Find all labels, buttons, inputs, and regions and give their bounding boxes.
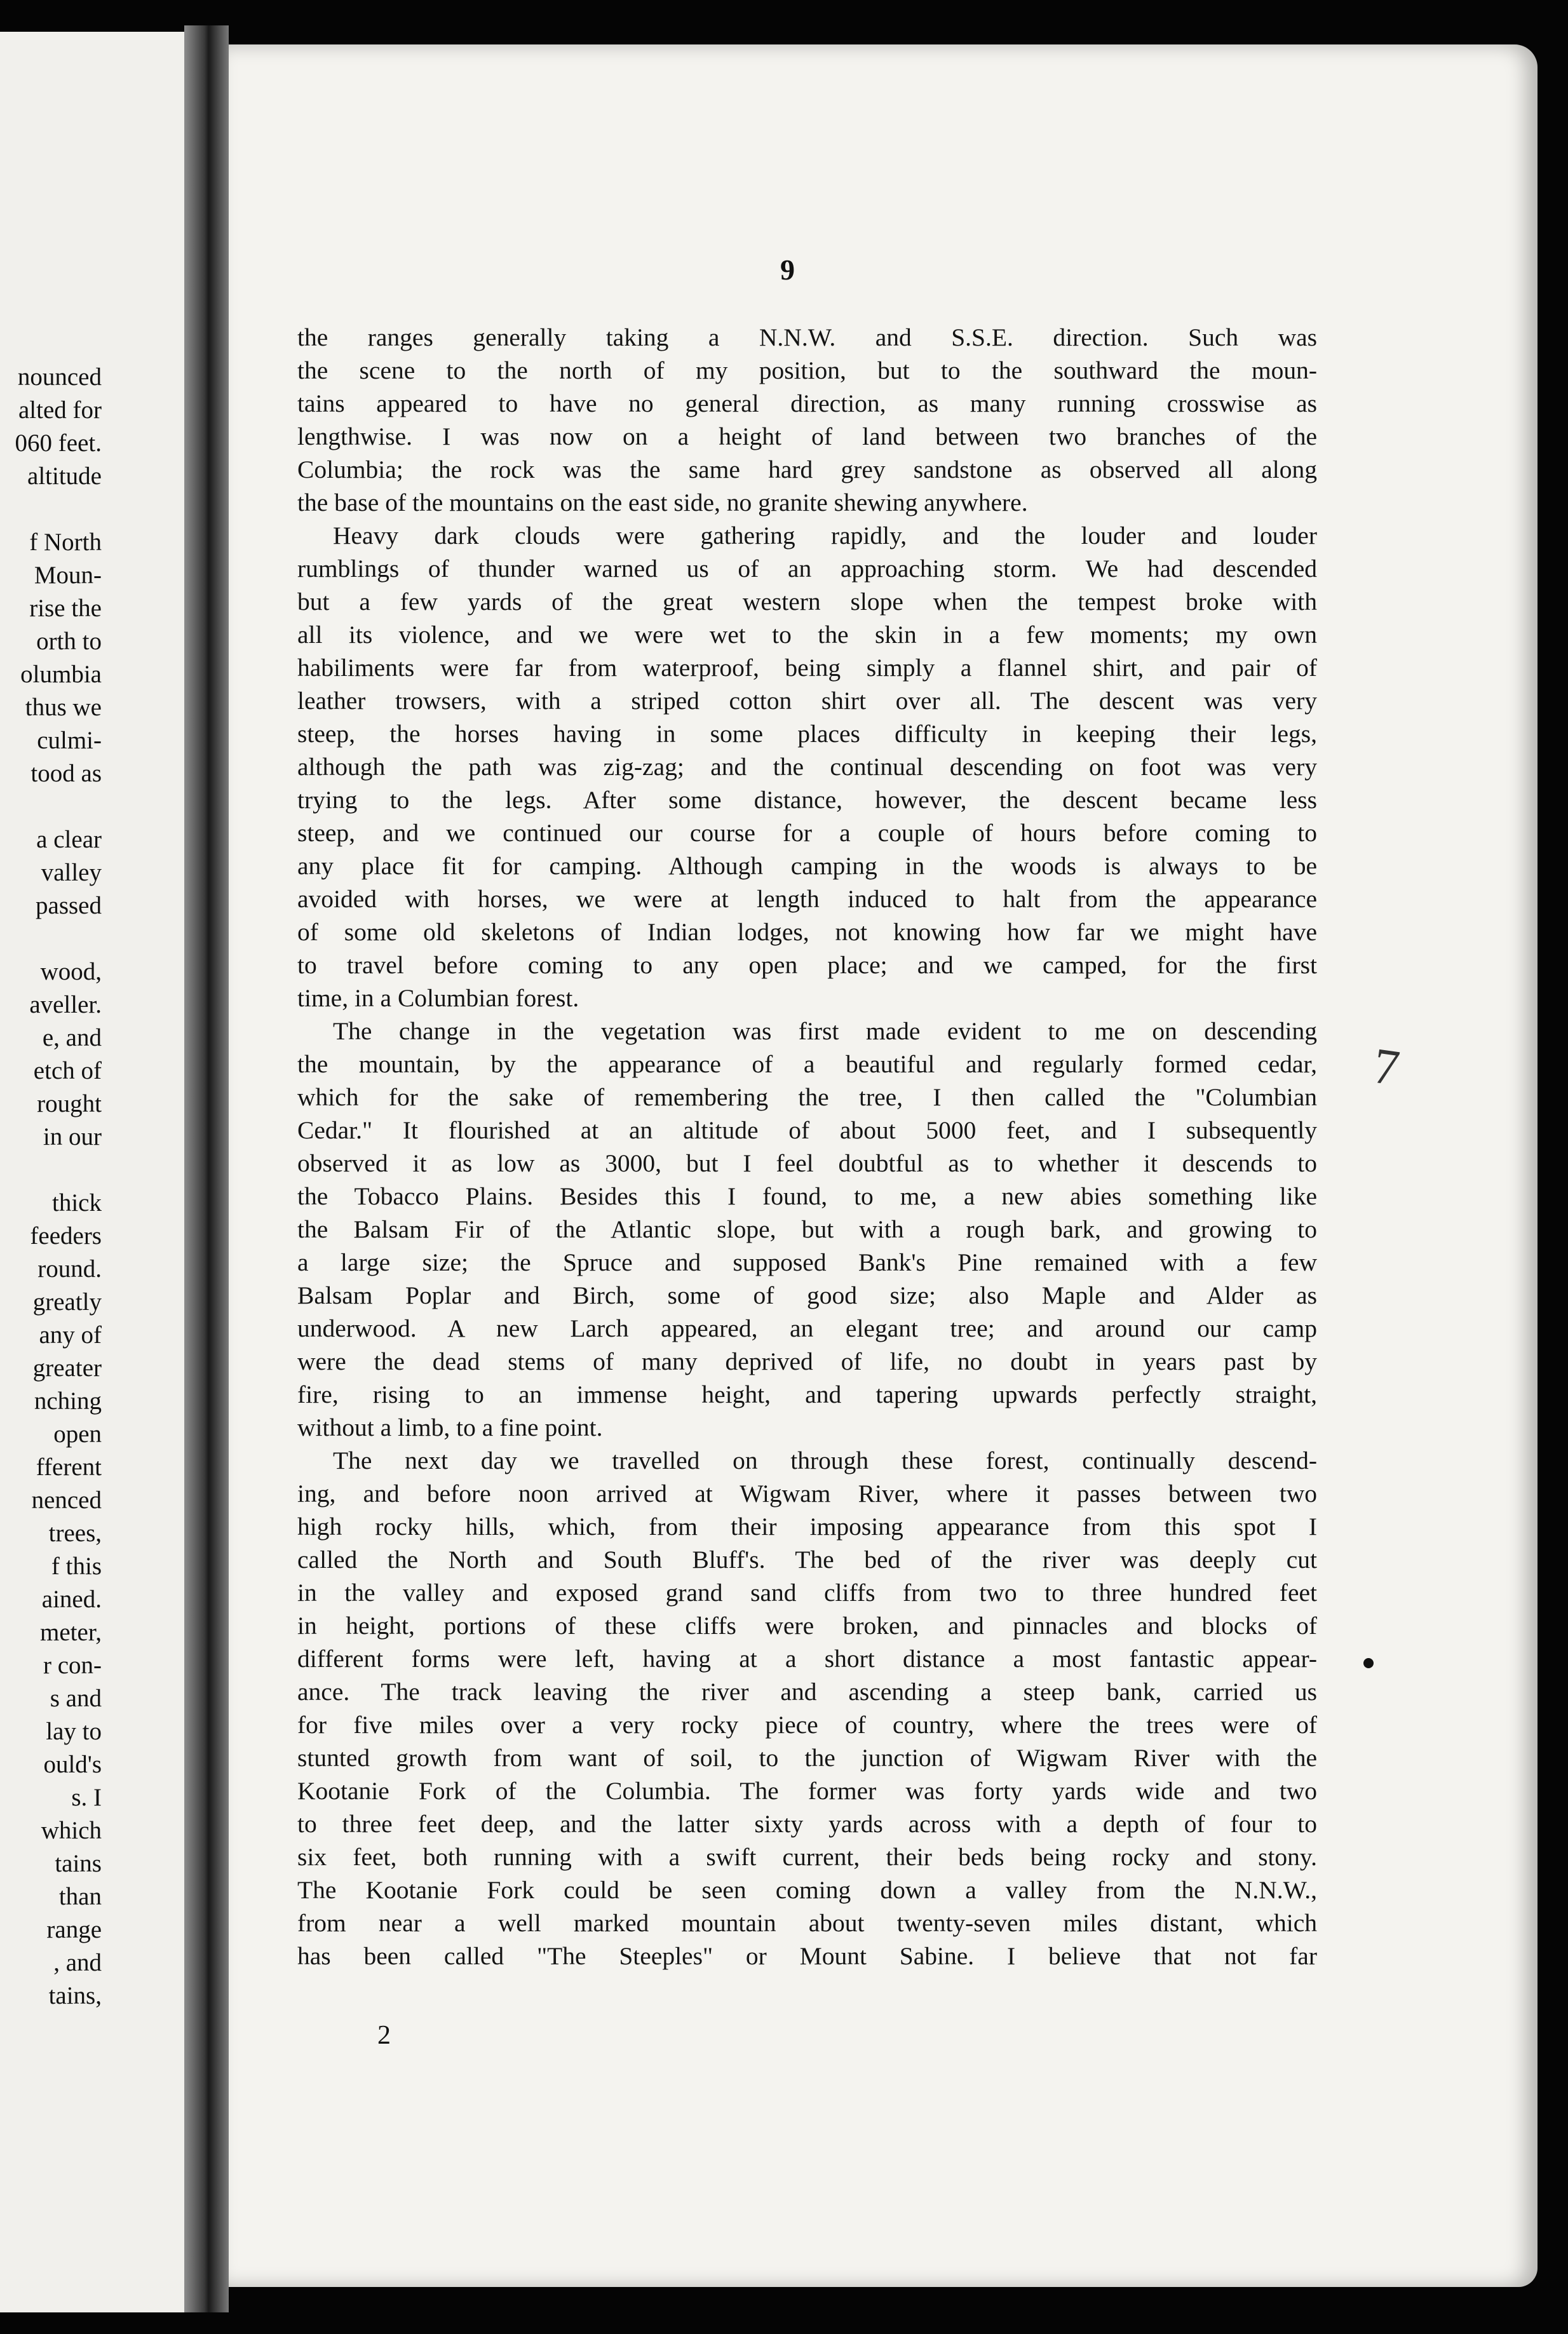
text-line: in height, portions of these cliffs were broken, and pinnacles and blocks of xyxy=(297,1612,1317,1640)
facing-page-fragment: which xyxy=(41,1817,102,1844)
facing-page-fragment: a clear xyxy=(36,826,102,853)
facing-page-fragment: alted for xyxy=(18,396,102,424)
facing-page-fragment: nounced xyxy=(17,363,102,391)
text-line: high rocky hills, which, from their imposing appearance from this spot I xyxy=(297,1513,1317,1541)
facing-page-fragment: s. I xyxy=(71,1784,102,1811)
text-line: underwood. A new Larch appeared, an elegant tree; and around our camp xyxy=(297,1314,1317,1342)
text-line: called the North and South Bluff's. The bed of the river was deeply cut xyxy=(297,1546,1317,1574)
text-line: trying to the legs. After some distance, however, the descent became less xyxy=(297,786,1317,814)
facing-page-fragment: open xyxy=(53,1420,102,1448)
facing-page-fragment: e, and xyxy=(42,1024,102,1051)
text-line: rumblings of thunder warned us of an approaching storm. We had descended xyxy=(297,555,1317,583)
text-line: fire, rising to an immense height, and tapering upwards perfectly straight, xyxy=(297,1380,1317,1408)
text-line: from near a well marked mountain about twenty-seven miles distant, which xyxy=(297,1909,1317,1937)
facing-page-fragment: nching xyxy=(34,1387,102,1415)
text-line: which for the sake of remembering the tree, I then called the "Columbian xyxy=(297,1083,1317,1111)
text-line: Cedar." It flourished at an altitude of about 5000 feet, and I subsequently xyxy=(297,1116,1317,1144)
facing-page-fragment: f this xyxy=(51,1553,102,1580)
text-line: tains appeared to have no general direction, as many running crosswise as xyxy=(297,389,1317,417)
facing-page-fragment: rought xyxy=(37,1090,102,1117)
paragraph xyxy=(297,321,1317,519)
facing-page-fragment: tains, xyxy=(48,1982,102,2009)
text-line: were the dead stems of many deprived of life, no doubt in years past by xyxy=(297,1347,1317,1375)
facing-page-fragment: fferent xyxy=(36,1454,102,1481)
text-line: The change in the vegetation was first made evident to me on descending xyxy=(333,1017,1317,1045)
facing-page-fragment: wood, xyxy=(40,958,102,985)
facing-page-fragment: greater xyxy=(32,1354,102,1382)
text-line: to travel before coming to any open place; and we camped, for the first xyxy=(297,951,1317,979)
text-line: of some old skeletons of Indian lodges, not knowing how far we might have xyxy=(297,918,1317,946)
facing-page-fragment: trees, xyxy=(48,1520,102,1547)
text-line: all its violence, and we were wet to the skin in a few moments; my own xyxy=(297,621,1317,649)
paragraph xyxy=(297,519,1317,1015)
text-line: the scene to the north of my position, but to the southward the moun- xyxy=(297,356,1317,384)
text-line: Kootanie Fork of the Columbia. The former was forty yards wide and two xyxy=(297,1777,1317,1805)
facing-page-fragment: passed xyxy=(36,892,102,919)
text-line: any place fit for camping. Although camping in the woods is always to be xyxy=(297,852,1317,880)
facing-page-fragment: round. xyxy=(37,1255,102,1283)
text-line: time, in a Columbian forest. xyxy=(297,984,579,1012)
facing-page-fragment: 060 feet. xyxy=(15,429,102,457)
text-line: the ranges generally taking a N.N.W. and S.S.E. direction. Such was xyxy=(297,323,1317,351)
text-line: leather trowsers, with a striped cotton shirt over all. The descent was very xyxy=(297,687,1317,715)
text-line: in the valley and exposed grand sand cliffs from two to three hundred feet xyxy=(297,1579,1317,1607)
paragraph xyxy=(297,1444,1317,1973)
facing-page-fragment: lay to xyxy=(46,1718,102,1745)
facing-page-fragment xyxy=(0,1154,102,1187)
text-line: steep, the horses having in some places difficulty in keeping their legs, xyxy=(297,720,1317,748)
facing-page-fragment xyxy=(0,790,102,823)
text-line: for five miles over a very rocky piece of country, where the trees were of xyxy=(297,1711,1317,1739)
facing-page-fragment: tains xyxy=(55,1850,102,1877)
text-line: the Balsam Fir of the Atlantic slope, but with a rough bark, and growing to xyxy=(297,1215,1317,1243)
facing-page-fragment: thick xyxy=(52,1189,102,1217)
text-line: different forms were left, having at a short distance a most fantastic appear- xyxy=(297,1645,1317,1673)
text-line: the mountain, by the appearance of a beautiful and regularly formed cedar, xyxy=(297,1050,1317,1078)
margin-pencil-mark: 7 xyxy=(1370,1037,1403,1097)
facing-page-fragment xyxy=(0,922,102,955)
facing-page-fragment: tood as xyxy=(30,760,102,787)
text-line: although the path was zig-zag; and the continual descending on foot was very xyxy=(297,753,1317,781)
text-line: habiliments were far from waterproof, being simply a flannel shirt, and pair of xyxy=(297,654,1317,682)
text-line: without a limb, to a fine point. xyxy=(297,1413,603,1441)
facing-page-fragment: than xyxy=(58,1883,102,1910)
text-line: Columbia; the rock was the same hard grey sandstone as observed all along xyxy=(297,455,1317,483)
text-line: lengthwise. I was now on a height of land between two branches of the xyxy=(297,422,1317,450)
text-line: avoided with horses, we were at length induced to halt from the appearance xyxy=(297,885,1317,913)
facing-page-fragment: altitude xyxy=(27,462,102,490)
facing-page-fragment: nenced xyxy=(31,1487,102,1514)
facing-page-fragment: , and xyxy=(53,1949,102,1976)
paragraph xyxy=(297,1015,1317,1444)
facing-page-fragment: ained. xyxy=(41,1586,102,1613)
text-line: has been called "The Steeples" or Mount Sabine. I believe that not far xyxy=(297,1942,1317,1970)
facing-page-fragment: olumbia xyxy=(20,661,102,688)
page-body-text xyxy=(297,321,1317,1973)
text-line: ance. The track leaving the river and ascending a steep bank, carried us xyxy=(297,1678,1317,1706)
facing-page-fragment: etch of xyxy=(33,1057,102,1084)
facing-page-fragment: rise the xyxy=(29,595,102,622)
facing-page-fragment: range xyxy=(46,1916,102,1943)
text-line: The Kootanie Fork could be seen coming down a valley from the N.N.W., xyxy=(297,1876,1317,1904)
facing-page-fragment: meter, xyxy=(40,1619,102,1646)
ink-spot xyxy=(1363,1658,1374,1668)
text-line: a large size; the Spruce and supposed Bank's Pine remained with a few xyxy=(297,1248,1317,1276)
facing-page-fragment: culmi- xyxy=(37,727,102,754)
page-number: 9 xyxy=(780,253,795,286)
facing-page-text-fragments xyxy=(0,361,102,2013)
facing-page-fragment: f North xyxy=(29,529,102,556)
facing-page-fragment: valley xyxy=(41,859,102,886)
text-line: to three feet deep, and the latter sixty yards across with a depth of four to xyxy=(297,1810,1317,1838)
facing-page-fragment: ould's xyxy=(43,1751,102,1778)
text-line: stunted growth from want of soil, to the junction of Wigwam River with the xyxy=(297,1744,1317,1772)
facing-page-fragment: r con- xyxy=(43,1652,102,1679)
facing-page-fragment: orth to xyxy=(36,628,102,655)
facing-page-fragment: thus we xyxy=(25,694,102,721)
text-line: Heavy dark clouds were gathering rapidly, and the louder and louder xyxy=(333,522,1317,550)
facing-page-fragment xyxy=(0,493,102,526)
facing-page-fragment: aveller. xyxy=(29,991,102,1018)
text-line: The next day we travelled on through these forest, continually descend- xyxy=(333,1447,1317,1474)
text-line: observed it as low as 3000, but I feel doubtful as to whether it descends to xyxy=(297,1149,1317,1177)
text-line: the base of the mountains on the east side, no granite shewing anywhere. xyxy=(297,489,1028,516)
facing-page-fragment: greatly xyxy=(32,1288,102,1316)
text-line: the Tobacco Plains. Besides this I found, to me, a new abies something like xyxy=(297,1182,1317,1210)
facing-page-fragment: in our xyxy=(43,1123,102,1150)
facing-page-fragment: Moun- xyxy=(34,562,102,589)
book-gutter xyxy=(184,25,229,2312)
text-line: ing, and before noon arrived at Wigwam River, where it passes between two xyxy=(297,1480,1317,1508)
text-line: six feet, both running with a swift current, their beds being rocky and stony. xyxy=(297,1843,1317,1871)
facing-page-fragment: feeders xyxy=(30,1222,102,1250)
facing-page-fragment: s and xyxy=(50,1685,102,1712)
signature-mark: 2 xyxy=(377,2021,391,2050)
text-line: steep, and we continued our course for a couple of hours before coming to xyxy=(297,819,1317,847)
facing-page-edge xyxy=(0,32,191,2312)
text-line: Balsam Poplar and Birch, some of good size; also Maple and Alder as xyxy=(297,1281,1317,1309)
facing-page-fragment: any of xyxy=(39,1321,102,1349)
text-line: but a few yards of the great western slope when the tempest broke with xyxy=(297,588,1317,616)
